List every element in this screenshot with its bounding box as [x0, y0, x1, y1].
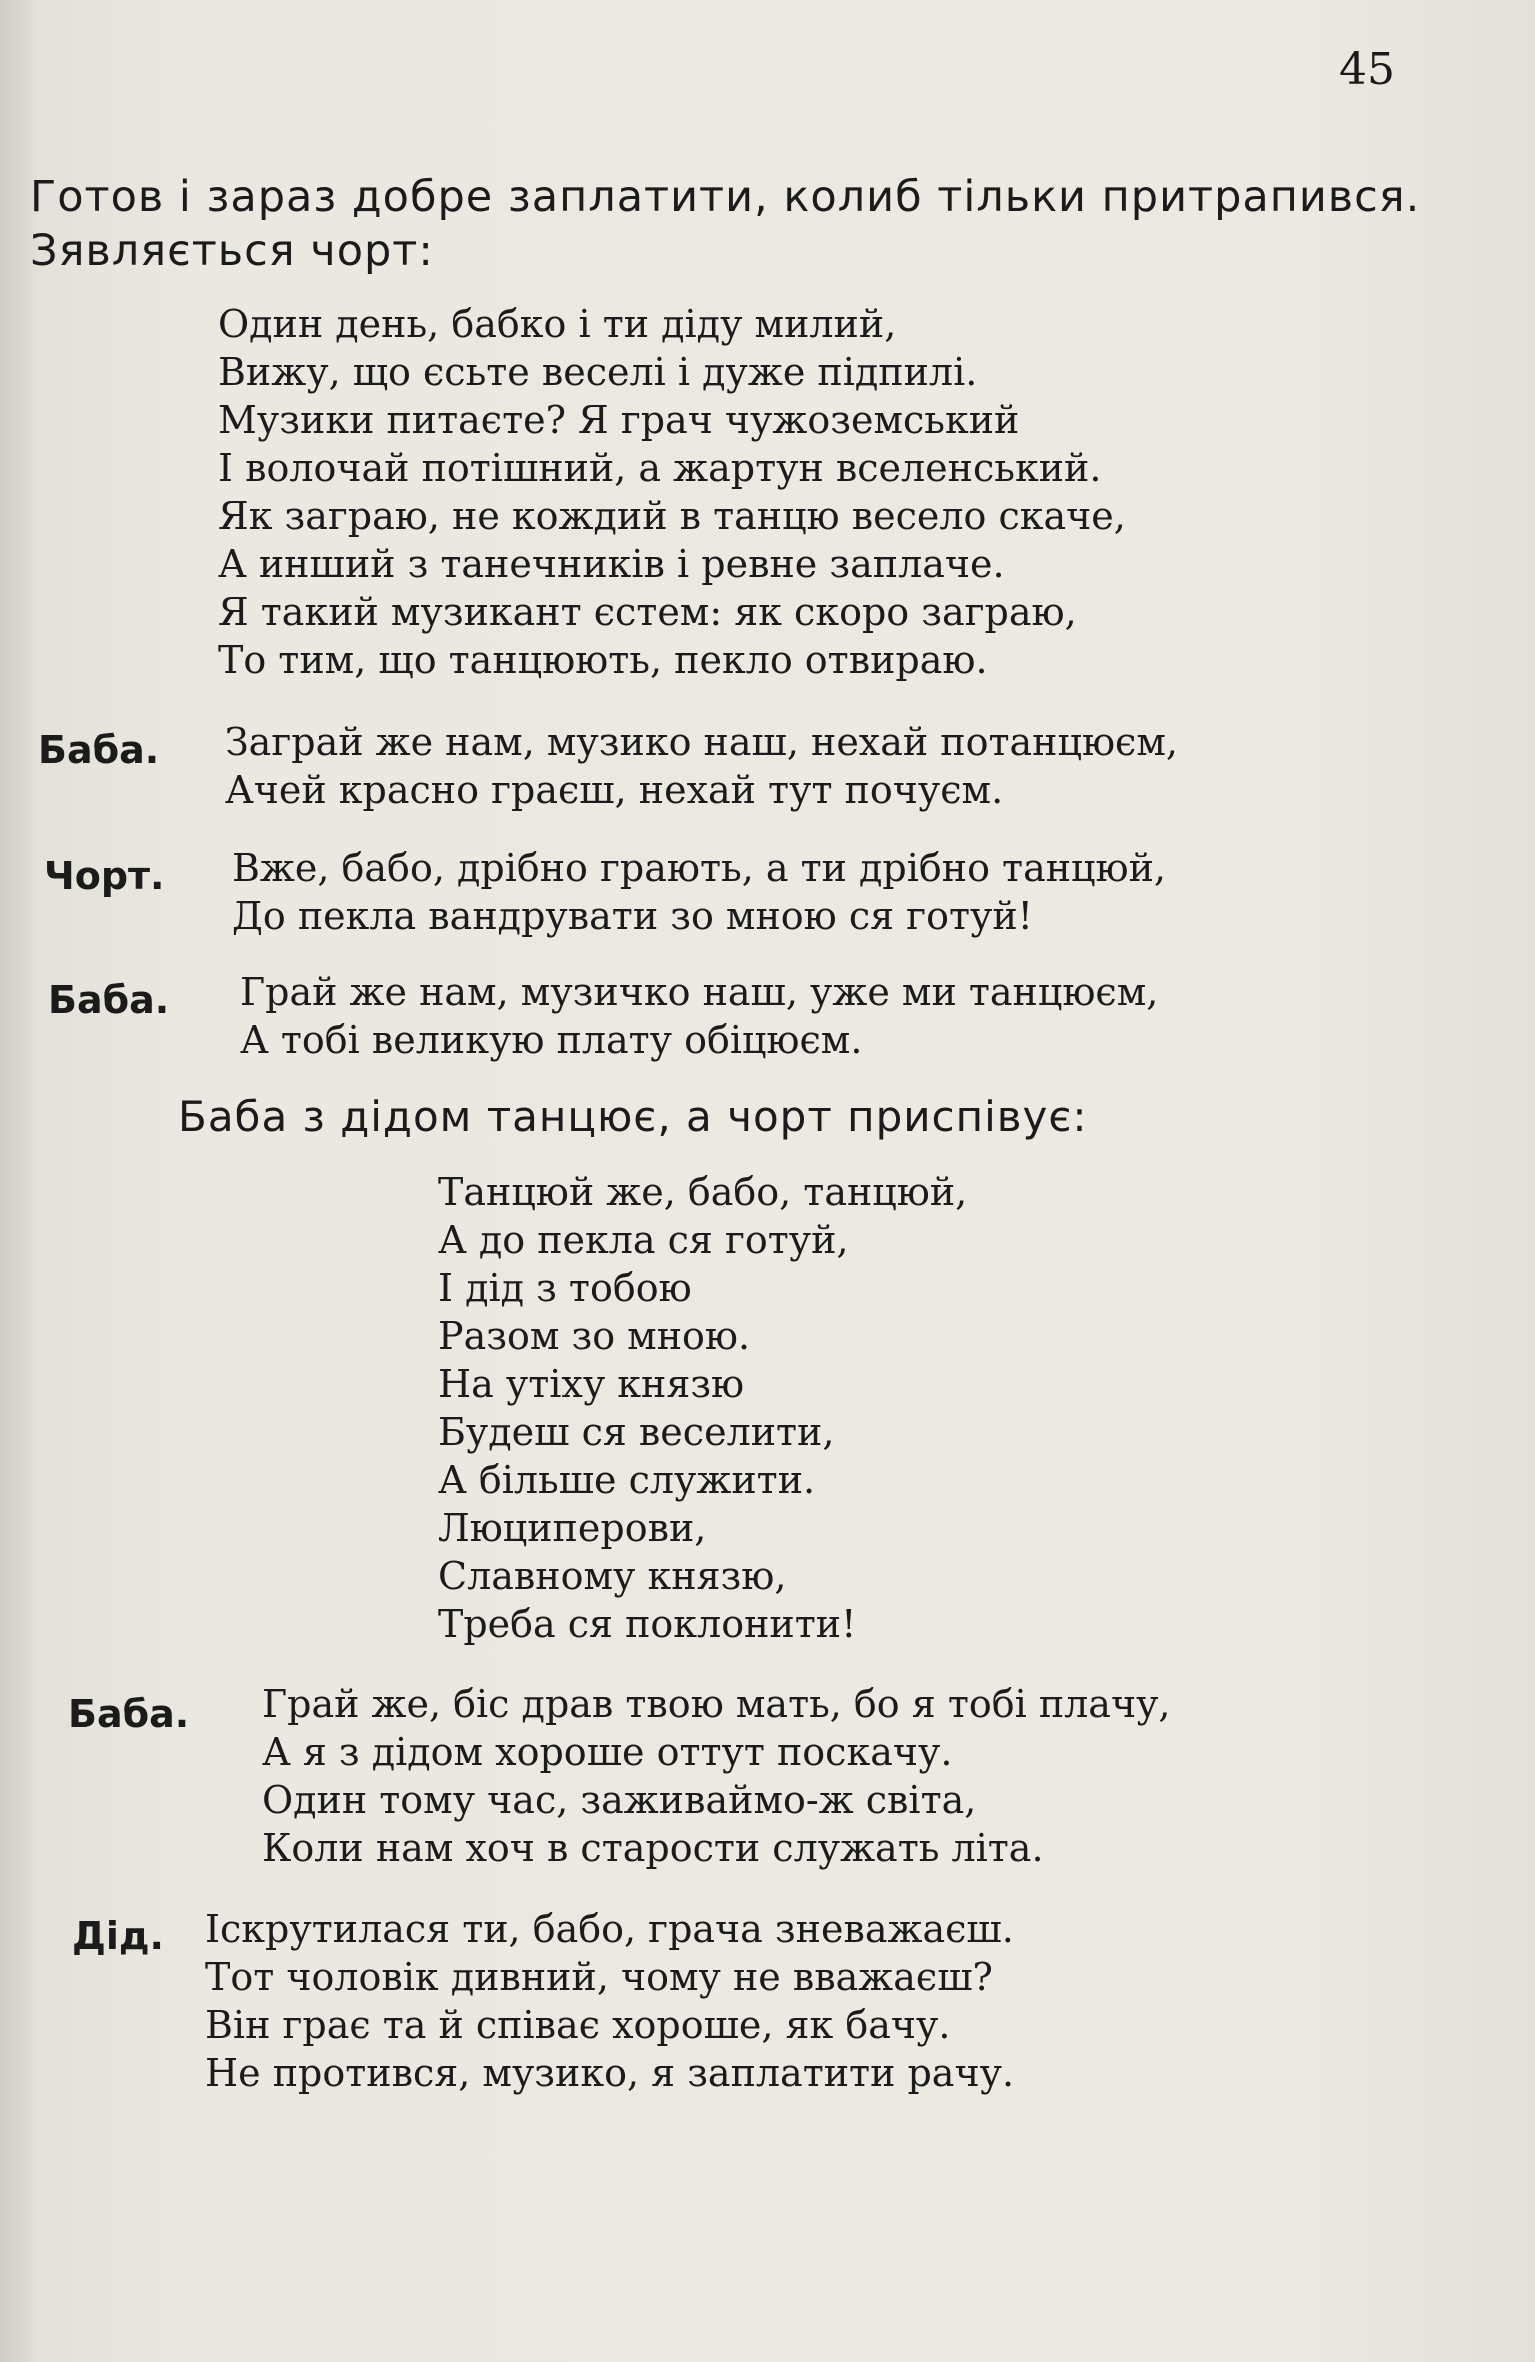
verse-line: Я такий музикант єстем: як скоро заграю,: [218, 590, 1077, 634]
verse-line: Тот чоловік дивний, чому не вважаєш?: [205, 1955, 993, 1999]
dialogue-lines: [205, 1905, 1014, 2097]
verse-line: Разом зо мною.: [438, 1314, 751, 1358]
verse-line: І волочай потішний, а жартун вселенський.: [218, 446, 1102, 490]
verse-line: Славному князю,: [438, 1554, 787, 1598]
devil-song: [438, 1168, 967, 1648]
verse-line: Танцюй же, бабо, танцюй,: [438, 1170, 968, 1214]
dialogue-lines: [225, 718, 1178, 814]
verse-line: А до пекла ся готуй,: [438, 1218, 849, 1262]
verse-line: Вже, бабо, дрібно грають, а ти дрібно танцюй,: [232, 846, 1166, 890]
verse-line: А я з дідом хороше оттут поскачу.: [262, 1730, 953, 1774]
verse-line: Грай же нам, музичко наш, уже ми танцюєм,: [240, 970, 1159, 1014]
devil-monologue: [218, 300, 1126, 684]
stage-direction: Баба з дідом танцює, а чорт приспівує:: [178, 1092, 1088, 1141]
verse-line: Один день, бабко і ти діду милий,: [218, 302, 897, 346]
verse-line: На утіху князю: [438, 1362, 745, 1406]
verse-line: Будеш ся веселити,: [438, 1410, 835, 1454]
verse-line: Він грає та й співає хороше, як бачу.: [205, 2003, 951, 2047]
dialogue-lines: [262, 1680, 1171, 1872]
verse-line: То тим, що танцюють, пекло отвираю.: [218, 638, 988, 682]
verse-line: І дід з тобою: [438, 1266, 692, 1310]
verse-line: Ачей красно граєш, нехай тут почуєм.: [225, 768, 1004, 812]
verse-line: Іскрутилася ти, бабо, грача зневажаєш.: [205, 1907, 1014, 1951]
verse-line: А инший з танечників і ревне заплаче.: [218, 542, 1005, 586]
verse-line: Коли нам хоч в старости служать літа.: [262, 1826, 1044, 1870]
speaker-label: Чорт.: [44, 854, 165, 898]
verse-line: Заграй же нам, музико наш, нехай потанцюєм,: [225, 720, 1178, 764]
speaker-label: Дід.: [72, 1914, 164, 1958]
verse-line: Вижу, що єсьте веселі і дуже підпилі.: [218, 350, 978, 394]
verse-line: До пекла вандрувати зо мною ся готуй!: [232, 894, 1033, 938]
verse-line: Треба ся поклонити!: [438, 1602, 857, 1646]
verse-line: Як заграю, не кождий в танцю весело скаче,: [218, 494, 1126, 538]
verse-line: Музики питаєте? Я грач чужоземський: [218, 398, 1020, 442]
verse-line: Не протився, музико, я заплатити рачу.: [205, 2051, 1015, 2095]
verse-line: Люциперови,: [438, 1506, 707, 1550]
dialogue-lines: [232, 844, 1166, 940]
speaker-label: Баба.: [68, 1692, 190, 1736]
verse-line: Один тому час, заживаймо-ж світа,: [262, 1778, 977, 1822]
verse-line: А більше служити.: [438, 1458, 816, 1502]
speaker-label: Баба.: [48, 978, 170, 1022]
dialogue-lines: [240, 968, 1158, 1064]
intro-paragraph: Готов і зараз добре заплатити, колиб тільки притрапився. Зявляється чорт:: [30, 172, 1421, 276]
speaker-label: Баба.: [38, 728, 160, 772]
page-number: 45: [1339, 44, 1395, 95]
verse-line: Грай же, біс драв твою мать, бо я тобі плачу,: [262, 1682, 1171, 1726]
verse-line: А тобі великую плату обіцюєм.: [240, 1018, 863, 1062]
